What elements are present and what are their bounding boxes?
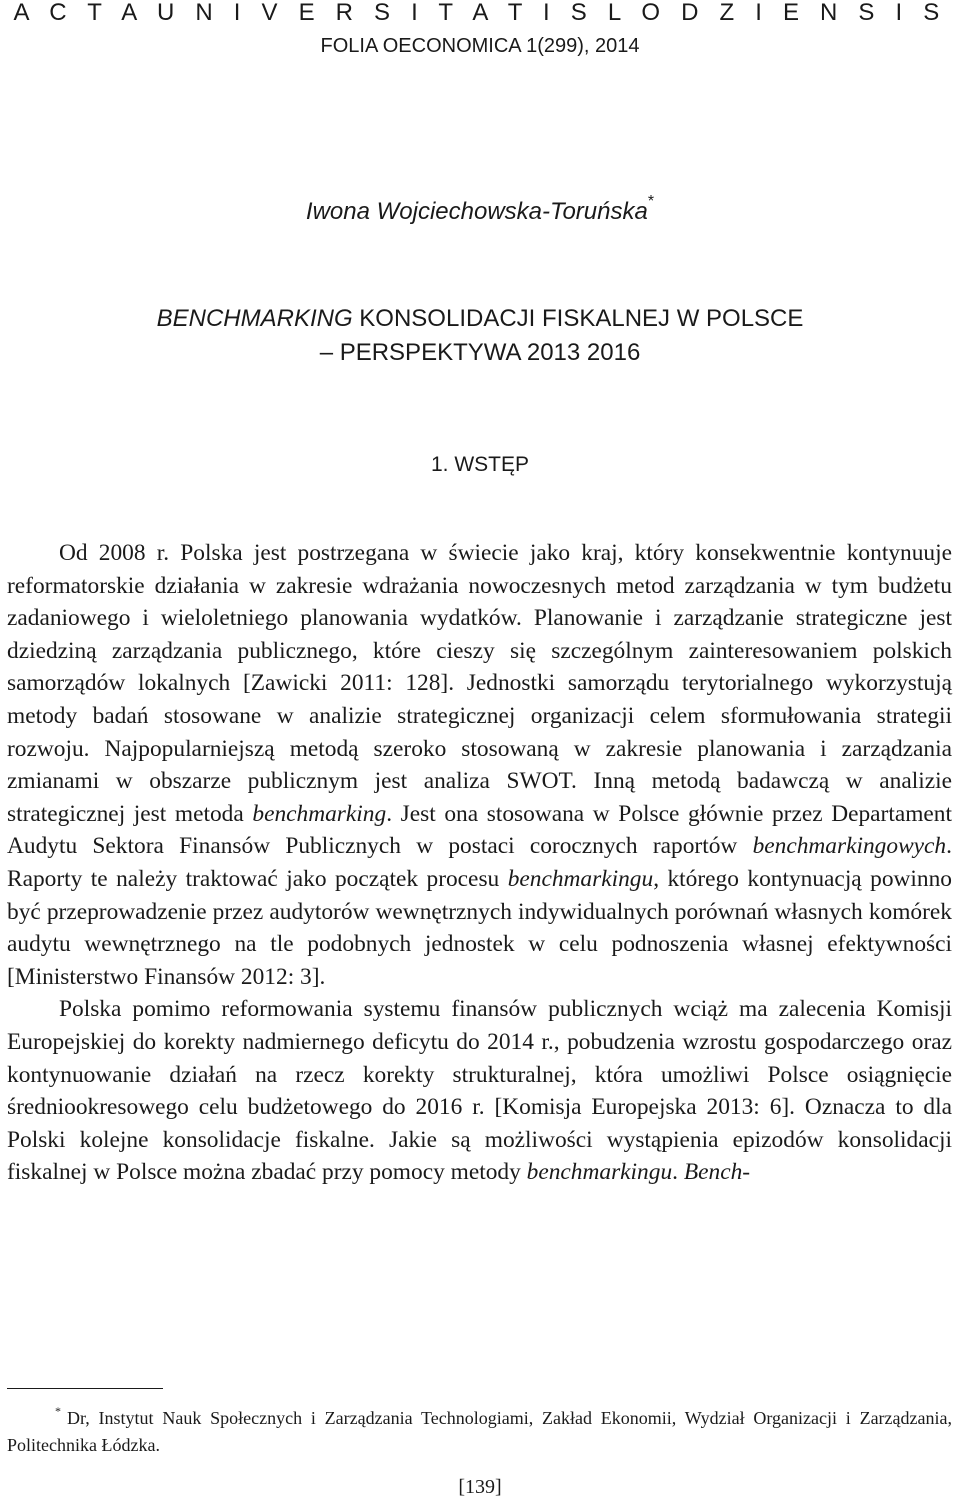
title-line-1 <box>0 302 960 336</box>
text-run: , którego kontynuacją powinno być przeprowadzenie przez audytorów wewnętrznych indywidualnych porównań własnych komórek audytu wewnętrznego na tle podobnych jednostek w celu podnoszenia własnej efektywności [Ministerstwo Finansów 2012: 3]. <box>7 865 952 990</box>
author-name: Iwona Wojciechowska-Toruńska <box>305 198 648 225</box>
footnote-divider <box>7 1388 163 1389</box>
footnote-body: Dr, Instytut Nauk Społecznych i Zarządzania Technologiami, Zakład Ekonomii, Wydział Organizacji i Zarządzania, Politechnika Łódzka. <box>7 1408 952 1455</box>
italic-term: benchmarkingu <box>507 865 654 892</box>
footnote-text <box>7 1400 952 1459</box>
paragraph-2 <box>7 993 952 1189</box>
text-run: . Raporty te należy traktować jako początek procesu <box>7 833 952 892</box>
title-italic-word: BENCHMARKING <box>156 305 353 332</box>
footnote <box>7 1400 952 1459</box>
text-run: . <box>672 1159 684 1186</box>
title-line-2: – PERSPEKTYWA 2013 2016 <box>319 339 641 366</box>
italic-term: Bench- <box>683 1159 751 1186</box>
italic-term: benchmarking <box>252 800 387 827</box>
journal-name: A C T A U N I V E R S I T A T I S L O D Z I E N S I S <box>13 0 947 26</box>
italic-term: benchmarkingowych <box>752 833 947 860</box>
title-rest: KONSOLIDACJI FISKALNEJ W POLSCE <box>352 305 804 332</box>
author-footnote-mark: * <box>647 193 655 210</box>
text-run: Polska pomimo reformowania systemu finansów publicznych wciąż ma zalecenia Komisji Europejskiej do korekty nadmiernego deficytu do 2014 r., pobudzenia wzrostu gospodarczego oraz kontynuowanie działań na rzecz korekty strukturalnej, która umożliwi Polsce osiągnięcie średniookresowego celu budżetowego do 2016 r. [Komisja Europejska 2013: 6]. Oznacza to dla Polski kolejne konsolidacje fiskalne. Jakie są możliwości wystąpienia epizodów konsolidacji fiskalnej w Polsce można zbadać przy pomocy metody <box>7 996 952 1186</box>
author-line <box>0 192 960 226</box>
text-run: . Jest ona stosowana w Polsce głównie przez Departament Audytu Sektora Finansów Publicznych w postaci corocznych raportów <box>7 800 952 860</box>
page-number: [139] <box>458 1476 502 1498</box>
article-title <box>0 302 960 370</box>
text-run: Od 2008 r. Polska jest postrzegana w świecie jako kraj, który konsekwentnie kontynuuje reformatorskie działania w zakresie wdrażania nowoczesnych metod zarządzania w tym budżetu zadaniowego i wieloletniego planowania wydatków. Planowanie i zarządzanie strategiczne jest dziedziną zarządzania publicznego, które cieszy się szczególnym zainteresowaniem polskich samorządów lokalnych [Zawicki 2011: 128]. Jednostki samorządu terytorialnego wykorzystują metody badań stosowane w analizie strategicznej organizacji celem sformułowania strategii rozwoju. Najpopularniejszą metodą szeroko stosowaną w zakresie planowania i zarządzania zmianami w obszarze publicznym jest analiza SWOT. Inną metodą badawczą w analizie strategicznej jest metoda <box>7 540 952 827</box>
italic-term: benchmarkingu <box>526 1159 673 1186</box>
section-heading: 1. WSTĘP <box>430 453 530 476</box>
footnote-mark: * <box>55 1404 61 1418</box>
paragraph-1 <box>7 537 952 993</box>
body-text <box>7 537 952 1189</box>
journal-issue: FOLIA OECONOMICA 1(299), 2014 <box>320 35 640 57</box>
